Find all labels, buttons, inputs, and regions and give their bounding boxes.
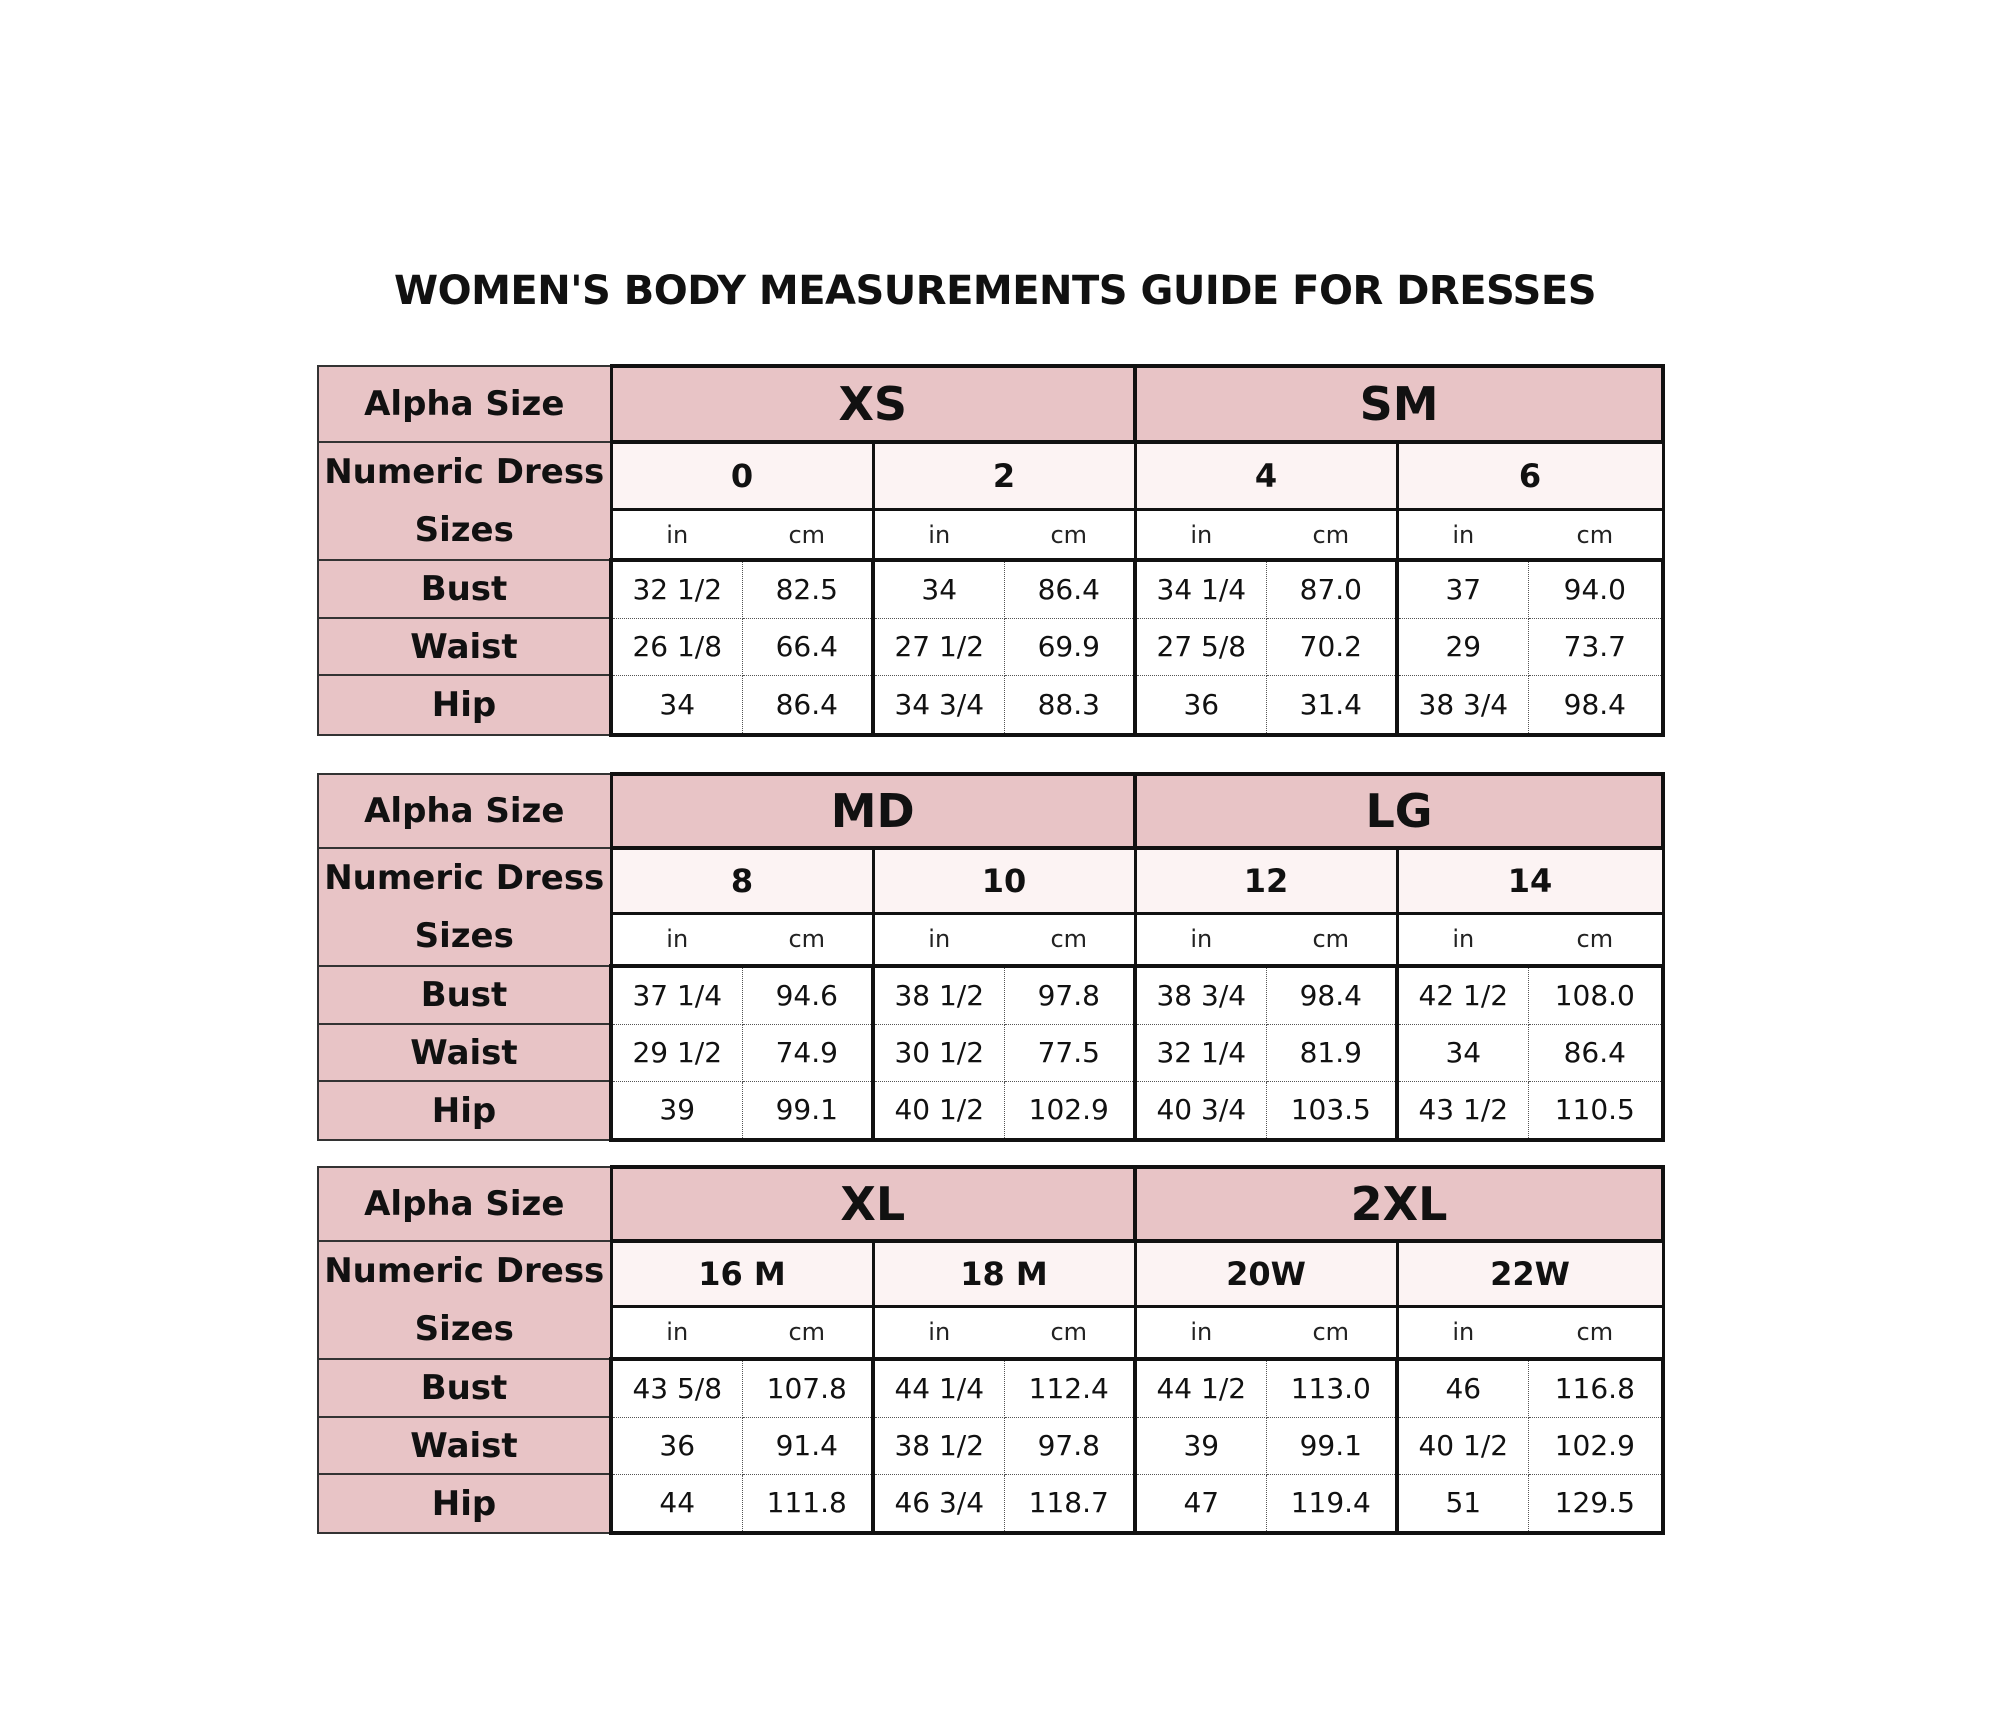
hip-in-cell: 34 3/4 (873, 675, 1004, 735)
row-label-waist: Waist (318, 1024, 611, 1081)
numeric-size-header: 0 (611, 442, 873, 510)
numeric-size-header: 22W (1397, 1241, 1663, 1306)
row-label-waist: Waist (318, 618, 611, 675)
waist-in-cell: 38 1/2 (873, 1417, 1004, 1474)
bust-cm-cell: 98.4 (1266, 966, 1397, 1024)
table-row-bust (318, 560, 1663, 618)
waist-cm-cell: 86.4 (1528, 1024, 1663, 1081)
unit-cm-header: cm (1528, 510, 1663, 560)
hip-cm-cell: 118.7 (1004, 1474, 1135, 1533)
row-label-hip: Hip (318, 1474, 611, 1533)
bust-in-cell: 43 5/8 (611, 1359, 742, 1417)
waist-in-cell: 27 1/2 (873, 618, 1004, 675)
unit-cm-header: cm (1004, 1306, 1135, 1359)
bust-in-cell: 37 1/4 (611, 966, 742, 1024)
alpha-size-header: XS (611, 366, 1135, 442)
waist-cm-cell: 69.9 (1004, 618, 1135, 675)
waist-cm-cell: 73.7 (1528, 618, 1663, 675)
bust-in-cell: 37 (1397, 560, 1528, 618)
numeric-dress-label: Numeric Dress (324, 858, 605, 898)
numeric-size-header: 2 (873, 442, 1135, 510)
hip-cm-cell: 98.4 (1528, 675, 1663, 735)
unit-in-header: in (1135, 1306, 1266, 1359)
unit-cm-header: cm (1266, 913, 1397, 966)
sizes-label: Sizes (414, 1309, 514, 1349)
unit-in-header: in (1135, 510, 1266, 560)
unit-cm-header: cm (1004, 510, 1135, 560)
waist-cm-cell: 66.4 (742, 618, 873, 675)
waist-cm-cell: 70.2 (1266, 618, 1397, 675)
size-table-md-lg (317, 772, 1665, 1142)
numeric-size-header: 8 (611, 848, 873, 913)
bust-in-cell: 44 1/4 (873, 1359, 1004, 1417)
numeric-dress-sizes-label (318, 1241, 611, 1359)
row-label-bust: Bust (318, 560, 611, 618)
row-label-hip: Hip (318, 1081, 611, 1140)
table-row-hip (318, 1081, 1663, 1140)
unit-in-header: in (873, 1306, 1004, 1359)
table-row-waist (318, 1417, 1663, 1474)
hip-in-cell: 46 3/4 (873, 1474, 1004, 1533)
alpha-size-header: MD (611, 774, 1135, 848)
numeric-dress-label: Numeric Dress (324, 1251, 605, 1291)
sizes-label: Sizes (414, 916, 514, 956)
bust-in-cell: 46 (1397, 1359, 1528, 1417)
bust-cm-cell: 94.0 (1528, 560, 1663, 618)
waist-cm-cell: 77.5 (1004, 1024, 1135, 1081)
waist-cm-cell: 81.9 (1266, 1024, 1397, 1081)
bust-in-cell: 38 3/4 (1135, 966, 1266, 1024)
page-title: WOMEN'S BODY MEASUREMENTS GUIDE FOR DRESSES (394, 268, 1596, 314)
numeric-size-header: 6 (1397, 442, 1663, 510)
unit-in-header: in (1397, 510, 1528, 560)
numeric-size-header: 16 M (611, 1241, 873, 1306)
bust-cm-cell: 108.0 (1528, 966, 1663, 1024)
unit-in-header: in (611, 1306, 742, 1359)
row-label-waist: Waist (318, 1417, 611, 1474)
row-label-hip: Hip (318, 675, 611, 735)
hip-in-cell: 43 1/2 (1397, 1081, 1528, 1140)
numeric-size-header: 4 (1135, 442, 1397, 510)
unit-cm-header: cm (1004, 913, 1135, 966)
hip-cm-cell: 129.5 (1528, 1474, 1663, 1533)
alpha-size-header: LG (1135, 774, 1663, 848)
waist-in-cell: 29 1/2 (611, 1024, 742, 1081)
hip-cm-cell: 86.4 (742, 675, 873, 735)
waist-in-cell: 34 (1397, 1024, 1528, 1081)
hip-cm-cell: 110.5 (1528, 1081, 1663, 1140)
hip-cm-cell: 31.4 (1266, 675, 1397, 735)
numeric-size-header: 12 (1135, 848, 1397, 913)
hip-in-cell: 34 (611, 675, 742, 735)
hip-cm-cell: 102.9 (1004, 1081, 1135, 1140)
hip-in-cell: 44 (611, 1474, 742, 1533)
hip-in-cell: 47 (1135, 1474, 1266, 1533)
numeric-dress-sizes-label (318, 848, 611, 966)
bust-in-cell: 34 1/4 (1135, 560, 1266, 618)
waist-in-cell: 36 (611, 1417, 742, 1474)
hip-in-cell: 51 (1397, 1474, 1528, 1533)
numeric-size-header: 14 (1397, 848, 1663, 913)
waist-cm-cell: 99.1 (1266, 1417, 1397, 1474)
waist-cm-cell: 102.9 (1528, 1417, 1663, 1474)
bust-cm-cell: 94.6 (742, 966, 873, 1024)
numeric-size-header: 20W (1135, 1241, 1397, 1306)
hip-in-cell: 36 (1135, 675, 1266, 735)
hip-cm-cell: 119.4 (1266, 1474, 1397, 1533)
hip-cm-cell: 103.5 (1266, 1081, 1397, 1140)
unit-in-header: in (873, 913, 1004, 966)
sizes-label: Sizes (414, 510, 514, 550)
alpha-size-label: Alpha Size (318, 1167, 611, 1241)
unit-cm-header: cm (1528, 913, 1663, 966)
waist-cm-cell: 97.8 (1004, 1417, 1135, 1474)
hip-in-cell: 39 (611, 1081, 742, 1140)
bust-in-cell: 44 1/2 (1135, 1359, 1266, 1417)
bust-cm-cell: 107.8 (742, 1359, 873, 1417)
numeric-dress-label: Numeric Dress (324, 452, 605, 492)
waist-in-cell: 30 1/2 (873, 1024, 1004, 1081)
waist-in-cell: 29 (1397, 618, 1528, 675)
bust-in-cell: 34 (873, 560, 1004, 618)
unit-cm-header: cm (742, 913, 873, 966)
bust-cm-cell: 116.8 (1528, 1359, 1663, 1417)
hip-cm-cell: 99.1 (742, 1081, 873, 1140)
waist-in-cell: 27 5/8 (1135, 618, 1266, 675)
unit-in-header: in (1397, 913, 1528, 966)
numeric-size-header: 10 (873, 848, 1135, 913)
alpha-size-header: SM (1135, 366, 1663, 442)
bust-in-cell: 32 1/2 (611, 560, 742, 618)
hip-in-cell: 40 1/2 (873, 1081, 1004, 1140)
table-row-bust (318, 1359, 1663, 1417)
table-row-waist (318, 1024, 1663, 1081)
hip-cm-cell: 88.3 (1004, 675, 1135, 735)
numeric-size-header: 18 M (873, 1241, 1135, 1306)
size-table-xs-sm (317, 364, 1665, 737)
unit-cm-header: cm (1266, 510, 1397, 560)
alpha-size-header: XL (611, 1167, 1135, 1241)
table-row-bust (318, 966, 1663, 1024)
unit-cm-header: cm (742, 510, 873, 560)
unit-in-header: in (1135, 913, 1266, 966)
bust-cm-cell: 113.0 (1266, 1359, 1397, 1417)
table-row-hip (318, 675, 1663, 735)
bust-cm-cell: 82.5 (742, 560, 873, 618)
waist-cm-cell: 74.9 (742, 1024, 873, 1081)
bust-in-cell: 42 1/2 (1397, 966, 1528, 1024)
numeric-dress-sizes-label (318, 442, 611, 560)
waist-cm-cell: 91.4 (742, 1417, 873, 1474)
table-row-waist (318, 618, 1663, 675)
waist-in-cell: 26 1/8 (611, 618, 742, 675)
unit-in-header: in (1397, 1306, 1528, 1359)
waist-in-cell: 40 1/2 (1397, 1417, 1528, 1474)
unit-in-header: in (873, 510, 1004, 560)
unit-cm-header: cm (1266, 1306, 1397, 1359)
hip-cm-cell: 111.8 (742, 1474, 873, 1533)
unit-cm-header: cm (742, 1306, 873, 1359)
unit-in-header: in (611, 510, 742, 560)
hip-in-cell: 40 3/4 (1135, 1081, 1266, 1140)
row-label-bust: Bust (318, 966, 611, 1024)
bust-cm-cell: 86.4 (1004, 560, 1135, 618)
table-row-hip (318, 1474, 1663, 1533)
alpha-size-header: 2XL (1135, 1167, 1663, 1241)
bust-in-cell: 38 1/2 (873, 966, 1004, 1024)
alpha-size-label: Alpha Size (318, 366, 611, 442)
waist-in-cell: 32 1/4 (1135, 1024, 1266, 1081)
size-table-xl-2xl (317, 1165, 1665, 1535)
waist-in-cell: 39 (1135, 1417, 1266, 1474)
bust-cm-cell: 87.0 (1266, 560, 1397, 618)
row-label-bust: Bust (318, 1359, 611, 1417)
bust-cm-cell: 112.4 (1004, 1359, 1135, 1417)
unit-cm-header: cm (1528, 1306, 1663, 1359)
hip-in-cell: 38 3/4 (1397, 675, 1528, 735)
alpha-size-label: Alpha Size (318, 774, 611, 848)
bust-cm-cell: 97.8 (1004, 966, 1135, 1024)
unit-in-header: in (611, 913, 742, 966)
